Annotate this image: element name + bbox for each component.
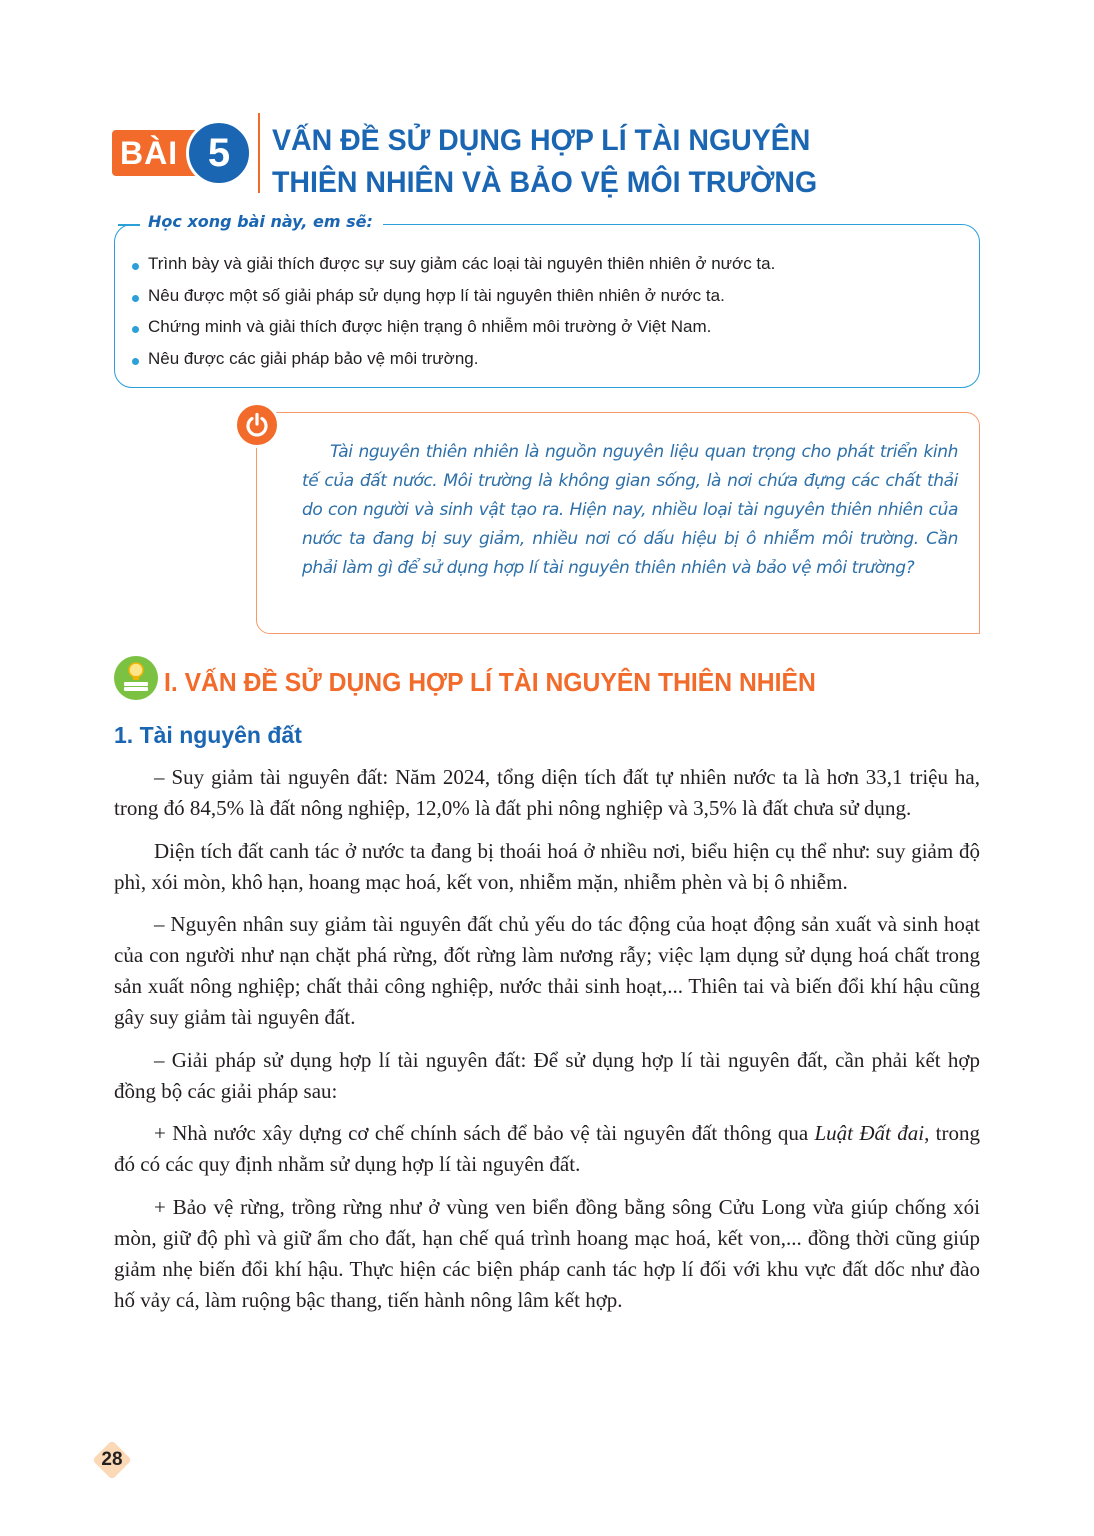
objectives-head-line xyxy=(118,224,140,226)
paragraph: + Bảo vệ rừng, trồng rừng như ở vùng ven biển đồng bằng sông Cửu Long vừa giúp chống xói mòn, giữ độ phì và giữ ẩm cho đất, hạn chế quá trình hoang mạc hoá, kết von,... đồng thời cũng giúp giảm nhẹ biến đổi khí hậu. Thực hiện các biện pháp canh tác hợp lí đối với khu vực đất dốc như đào hố vảy cá, làm ruộng bậc thang, tiến hành nông lâm kết hợp. xyxy=(114,1194,980,1312)
lesson-badge xyxy=(112,120,252,186)
objective-text: Nêu được các giải pháp bảo vệ môi trường. xyxy=(148,348,479,368)
objective-item xyxy=(132,345,775,377)
objective-text: Trình bày và giải thích được sự suy giảm các loại tài nguyên thiên nhiên ở nước ta. xyxy=(148,254,776,273)
objective-item xyxy=(132,313,775,345)
lesson-title xyxy=(272,120,956,204)
bullet-icon xyxy=(132,295,139,302)
objective-text: Nêu được một số giải pháp sử dụng hợp lí tài nguyên thiên nhiên ở nước ta. xyxy=(148,285,725,305)
law-name: Luật Đất đai xyxy=(814,1121,925,1145)
paragraph: Diện tích đất canh tác ở nước ta đang bị thoái hoá ở nhiều nơi, biểu hiện cụ thể như: suy giảm độ phì, xói mòn, khô hạn, hoang mạc hoá, kết von, nhiễm mặn, nhiễm phèn và bị ô nhiễm. xyxy=(114,838,980,894)
paragraph: – Giải pháp sử dụng hợp lí tài nguyên đất: Để sử dụng hợp lí tài nguyên đất, cần phải kết hợp đồng bộ các giải pháp sau: xyxy=(114,1047,980,1103)
lesson-badge-number: 5 xyxy=(186,120,252,186)
title-divider xyxy=(258,113,260,193)
lesson-badge-word: BÀI xyxy=(112,130,208,176)
body-text xyxy=(114,762,980,1327)
lightbulb-book-icon xyxy=(114,656,158,700)
paragraph xyxy=(114,1118,980,1180)
paragraph-text: , trong đó có các quy định nhằm sử dụng hợp lí tài nguyên đất. xyxy=(114,1121,980,1176)
page-number-label: 28 xyxy=(101,1449,123,1470)
lesson-title-line-1: VẤN ĐỀ SỬ DỤNG HỢP LÍ TÀI NGUYÊN xyxy=(272,124,811,157)
page-number xyxy=(92,1440,132,1480)
paragraph-text: + Nhà nước xây dựng cơ chế chính sách để bảo vệ tài nguyên đất thông qua xyxy=(154,1121,815,1145)
paragraph: – Suy giảm tài nguyên đất: Năm 2024, tổng diện tích đất tự nhiên nước ta là hơn 33,1 triệu ha, trong đó 84,5% là đất nông nghiệp, 12,0% là đất phi nông nghiệp và 3,5% là đất chưa sử dụng. xyxy=(114,765,980,820)
objective-text: Chứng minh và giải thích được hiện trạng ô nhiễm môi trường ở Việt Nam. xyxy=(148,317,712,336)
paragraph: – Nguyên nhân suy giảm tài nguyên đất chủ yếu do tác động của hoạt động sản xuất và sinh hoạt của con người như nạn chặt phá rừng, đốt rừng làm nương rẫy; việc lạm dụng sử dụng hoá chất trong sản xuất nông nghiệp; chất thải công nghiệp, nước thải sinh hoạt,... Thiên tai và biến đổi khí hậu cũng gây suy giảm tài nguyên đất. xyxy=(114,912,980,1029)
bullet-icon xyxy=(132,358,139,365)
bullet-icon xyxy=(132,263,139,270)
power-icon xyxy=(234,402,280,448)
objective-item xyxy=(132,250,775,282)
objectives-heading: Học xong bài này, em sẽ: xyxy=(140,210,383,234)
intro-text: Tài nguyên thiên nhiên là nguồn nguyên liệu quan trọng cho phát triển kinh tế của đất nước. Môi trường là không gian sống, là nơi chứa đựng các chất thải do con người và sinh vật tạo ra. Hiện nay, nhiều loại tài nguyên thiên nhiên của nước ta đang bị suy giảm, nhiều nơi có dấu hiệu bị ô nhiễm môi trường. Cần phải làm gì để sử dụng hợp lí tài nguyên thiên nhiên và bảo vệ môi trường? xyxy=(302,442,958,578)
sub-heading: 1. Tài nguyên đất xyxy=(114,722,302,748)
section-heading: I. VẤN ĐỀ SỬ DỤNG HỢP LÍ TÀI NGUYÊN THIÊN NHIÊN xyxy=(164,667,816,697)
lesson-title-line-2: THIÊN NHIÊN VÀ BẢO VỆ MÔI TRƯỜNG xyxy=(272,166,818,199)
objective-item xyxy=(132,282,775,314)
bullet-icon xyxy=(132,326,139,333)
objectives-list xyxy=(132,250,775,376)
